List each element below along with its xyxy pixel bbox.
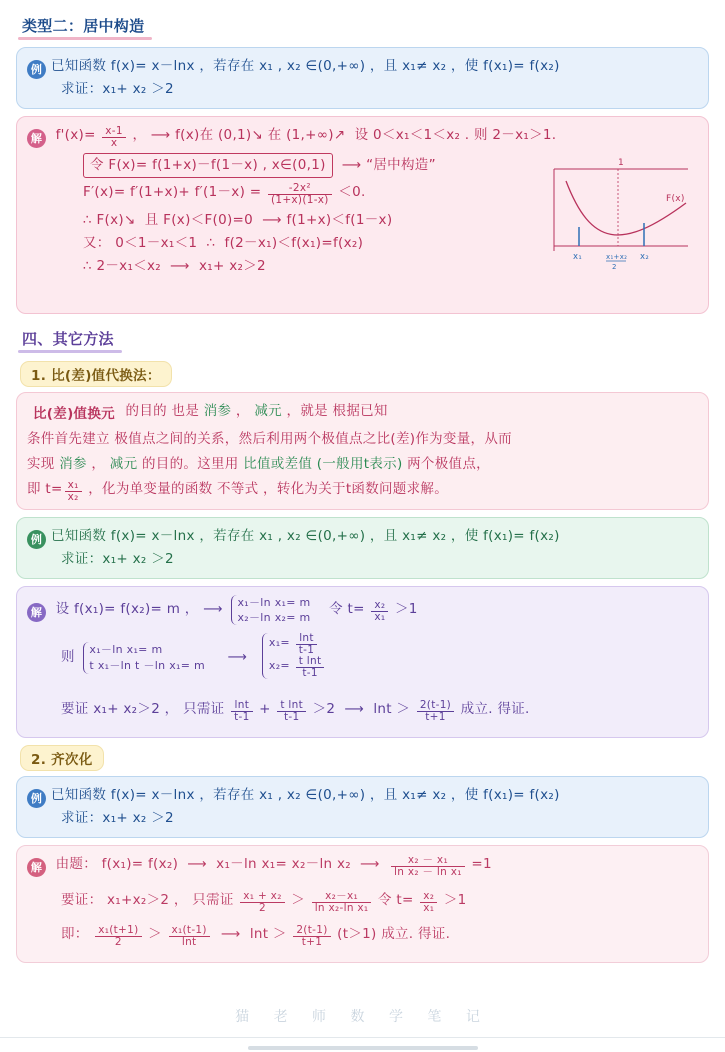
scroll-indicator[interactable] <box>248 1046 478 1050</box>
p-run-13: 即 t= <box>27 481 63 497</box>
p-run-14: ，化为单变量的函数 不等式 ，转化为关于t函数问题求解。 <box>83 481 449 497</box>
fraction-derivative: $\frac{\text{-2x²}}{(1+x)(1-x)}$ <box>268 183 332 206</box>
sol3-line-3: 即： $\frac{\text{x₁(t+1)}}{2}$ ＞ $\frac{\text{x₁(t-1)}}{\ln t}$ ⟶ lnt ＞ $\frac{2(t-1)}{t+1}$ (t＞1) 成立. 得证. <box>61 924 451 948</box>
solution-text-1: f'(x)= $\frac{x-1}{x}$ ， ⟶ f(x)在 (0,1)↘ 在 (1,+∞)↗ 设 0＜x₁＜1＜x₂ . 则 2－x₁＞1. <box>55 125 557 149</box>
svg-text:2: 2 <box>612 263 617 271</box>
problem-box-3 <box>16 776 709 838</box>
fraction-x1x2-over-2: $\frac{\text{x₁ + x₂}}{2}$ <box>240 891 284 914</box>
fraction-x2-over-x1: $\frac{\text{x₂}}{\text{x₁}}$ <box>371 600 388 623</box>
solution-box-1 <box>16 116 709 314</box>
p-run-2: ， <box>231 403 255 419</box>
solution-badge: 解 <box>27 129 46 148</box>
problem2-text-2: 求证：x₁+ x₂ ＞2 <box>61 551 174 567</box>
p-run-12: 两个极值点， <box>402 456 490 472</box>
sol2-line-2: 则 x₁－ln x₁= m t x₁－ln t －ln x₁= m ⟶ x₁= $\frac{\ln t}{t-1}$ x₂= $\frac{\text{t lnt}}{t-1}$ <box>27 633 698 679</box>
svg-text:F(x): F(x) <box>666 194 685 204</box>
p-run-7: 消参 <box>59 456 87 472</box>
heading-underline <box>18 37 152 40</box>
svg-text:1: 1 <box>618 158 625 168</box>
problem-text-2: 求证：x₁+ x₂ ＞2 <box>61 81 174 97</box>
method2-heading: 2. 齐次化 <box>20 745 104 771</box>
p-run-1: 消参 <box>203 403 232 419</box>
bottom-bar <box>0 1037 725 1052</box>
footer-text: 猫 老 师 数 学 笔 记 <box>235 1009 490 1025</box>
construct-note: ⟶ “居中构造” <box>337 157 436 173</box>
fraction-x-minus-1-over-x: $\frac{x-1}{x}$ <box>102 126 126 149</box>
fraction-lnt-over-t-1: $\frac{\ln t}{t-1}$ <box>296 633 318 656</box>
solution-box-2 <box>16 586 709 738</box>
p-run-3: 减元 <box>254 403 282 419</box>
fraction-2t-1-over-t1-b: $\frac{2(t-1)}{t+1}$ <box>293 925 330 948</box>
solution-badge-2: 解 <box>27 603 46 622</box>
example-badge-3: 例 <box>27 789 46 808</box>
method1-paragraph: 比(差)值换元 的目的 也是 消参 ， 减元 ，就是 根据已知 条件首先建立 极值点之间的关系，然后利用两个极值点之比(差)作为变量，从而 实现 消参 ， 减元 的目的。这里用 比值或差值 (一般用t表示) 两个极值点， 即 t= $\frac{\text{x₁}}{\text{x₂}}$ ，化为单变量的函数 不等式 ，转化为关于t函数问题求解。 <box>27 403 512 503</box>
problem2-text-1: 已知函数 f(x)= x－lnx ，若存在 x₁ , x₂ ∈(0,+∞) ，且 x₁≠ x₂ ，使 f(x₁)= f(x₂) <box>51 528 560 544</box>
fraction-x2-over-x1-c: $\frac{\text{x₂}}{\text{x₁}}$ <box>420 891 437 914</box>
fraction-x1t-1-over-lnt: $\frac{\text{x₁(t-1)}}{\ln t}$ <box>169 925 210 948</box>
problem-line-2 <box>27 79 698 100</box>
page-footer <box>0 1006 725 1026</box>
svg-text:x₂: x₂ <box>640 252 650 262</box>
solution-box-3 <box>16 845 709 963</box>
example-badge-2: 例 <box>27 530 46 549</box>
svg-text:x₁: x₁ <box>573 252 583 262</box>
sol2-line-1: 解 设 f(x₁)= f(x₂)= m ， ⟶ x₁－ln x₁= m x₂－ln x₂= m 令 t= $\frac{\text{x₂}}{\text{x₁}}$ ＞1 <box>27 595 698 625</box>
p-run-4: ，就是 根据已知 <box>281 403 388 419</box>
section-heading-type2-label: 类型二：居中构造 <box>22 17 145 35</box>
function-graph-figure <box>546 151 696 271</box>
section-heading-type2 <box>18 14 152 38</box>
method1-heading: 1. 比(差)值代换法： <box>20 361 172 387</box>
construct-formula-box: 令 F(x)= f(1+x)－f(1－x) , x∈(0,1) <box>83 153 333 178</box>
problem-text-1: 已知函数 f(x)= x－lnx ，若存在 x₁ , x₂ ∈(0,+∞) ，且 x₁≠ x₂ ，使 f(x₁)= f(x₂) <box>51 58 560 74</box>
p-run-0: 的目的 也是 <box>125 403 204 419</box>
solution-line-4: ∴ F(x)↘ 且 F(x)＜F(0)=0 ⟶ f(1+x)＜f(1－x) <box>83 212 393 228</box>
svg-text:x₁+x₂: x₁+x₂ <box>606 253 628 261</box>
problem3-text-2: 求证：x₁+ x₂ ＞2 <box>61 810 174 826</box>
problem-box-2 <box>16 517 709 579</box>
sol2-line-3: 要证 x₁+ x₂＞2 ， 只需证 $\frac{\ln t}{t-1}$ + $\frac{\text{t lnt}}{t-1}$ ＞2 ⟶ lnt ＞ $\frac{2(t-1)}{t+1}$ 成立. 得证. <box>61 699 530 723</box>
fraction-tlnt-over-t-1-b: $\frac{\text{t lnt}}{t-1}$ <box>277 700 306 723</box>
p-run-11: 比值或差值 (一般用t表示) <box>243 456 403 472</box>
solution-line-3: F′(x)= f′(1+x)+ f′(1－x) = $\frac{\text{-2x²}}{(1+x)(1-x)}$ ＜0. <box>83 182 366 206</box>
problem2-line-2 <box>27 549 698 570</box>
fraction-x1-over-x2: $\frac{\text{x₁}}{\text{x₂}}$ <box>65 480 82 503</box>
section-heading-other-methods-label: 四、其它方法 <box>22 330 114 348</box>
problem3-line-1 <box>27 785 698 808</box>
p-run-8: ， <box>86 456 110 472</box>
heading-underline-2 <box>18 350 122 353</box>
problem-box-1 <box>16 47 709 109</box>
fraction-x2-x1-over-lnx2-lnx1: $\frac{\text{x₂ － x₁}}{\text{ln x₂ － ln x₁}}$ <box>391 855 465 878</box>
section-heading-other-methods <box>18 327 122 351</box>
sol3-line-1: 解 由题： f(x₁)= f(x₂) ⟶ x₁－ln x₁= x₂－ln x₂ ⟶ $\frac{\text{x₂ － x₁}}{\text{ln x₂ － ln x₁}}$ =1 <box>27 854 698 878</box>
method1-paragraph-box <box>16 392 709 510</box>
fraction-x2-x1-over-ln-b: $\frac{\text{x₂－x₁}}{\text{ln x₂-ln x₁}}$ <box>312 891 372 914</box>
solution-badge-3: 解 <box>27 858 46 877</box>
problem3-text-1: 已知函数 f(x)= x－lnx ，若存在 x₁ , x₂ ∈(0,+∞) ，且 x₁≠ x₂ ，使 f(x₁)= f(x₂) <box>51 787 560 803</box>
p-run-5: 条件首先建立 极值点之间的关系，然后利用两个极值点之比(差)作为变量，从而 <box>27 431 512 447</box>
problem-line-1 <box>27 56 698 79</box>
problem2-line-1 <box>27 526 698 549</box>
p-run-10: 的目的。这里用 <box>137 456 244 472</box>
p-run-6: 实现 <box>27 456 60 472</box>
p-run-9: 减元 <box>109 456 138 472</box>
fraction-tlnt-over-t-1: $\frac{\text{t lnt}}{t-1}$ <box>296 656 325 679</box>
fraction-x1t1-over-2: $\frac{\text{x₁(t+1)}}{2}$ <box>95 925 141 948</box>
fraction-lnt-over-t-1-b: $\frac{\ln t}{t-1}$ <box>231 700 253 723</box>
example-badge: 例 <box>27 60 46 79</box>
fraction-2t-1-over-t1: $\frac{2(t-1)}{t+1}$ <box>417 700 454 723</box>
solution-line-1 <box>27 125 698 149</box>
solution-line-5: 又： 0＜1－x₁＜1 ∴ f(2－x₁)＜f(x₁)=f(x₂) <box>83 235 364 251</box>
sol3-line-2: 要证： x₁+x₂＞2 ， 只需证 $\frac{\text{x₁ + x₂}}{2}$ ＞ $\frac{\text{x₂－x₁}}{\text{ln x₂-ln x₁}}$ 令 t= $\frac{\text{x₂}}{\text{x₁}}$ ＞1 <box>61 890 467 914</box>
solution-line-6: ∴ 2－x₁＜x₂ ⟶ x₁+ x₂＞2 <box>83 258 266 274</box>
problem3-line-2 <box>27 808 698 829</box>
